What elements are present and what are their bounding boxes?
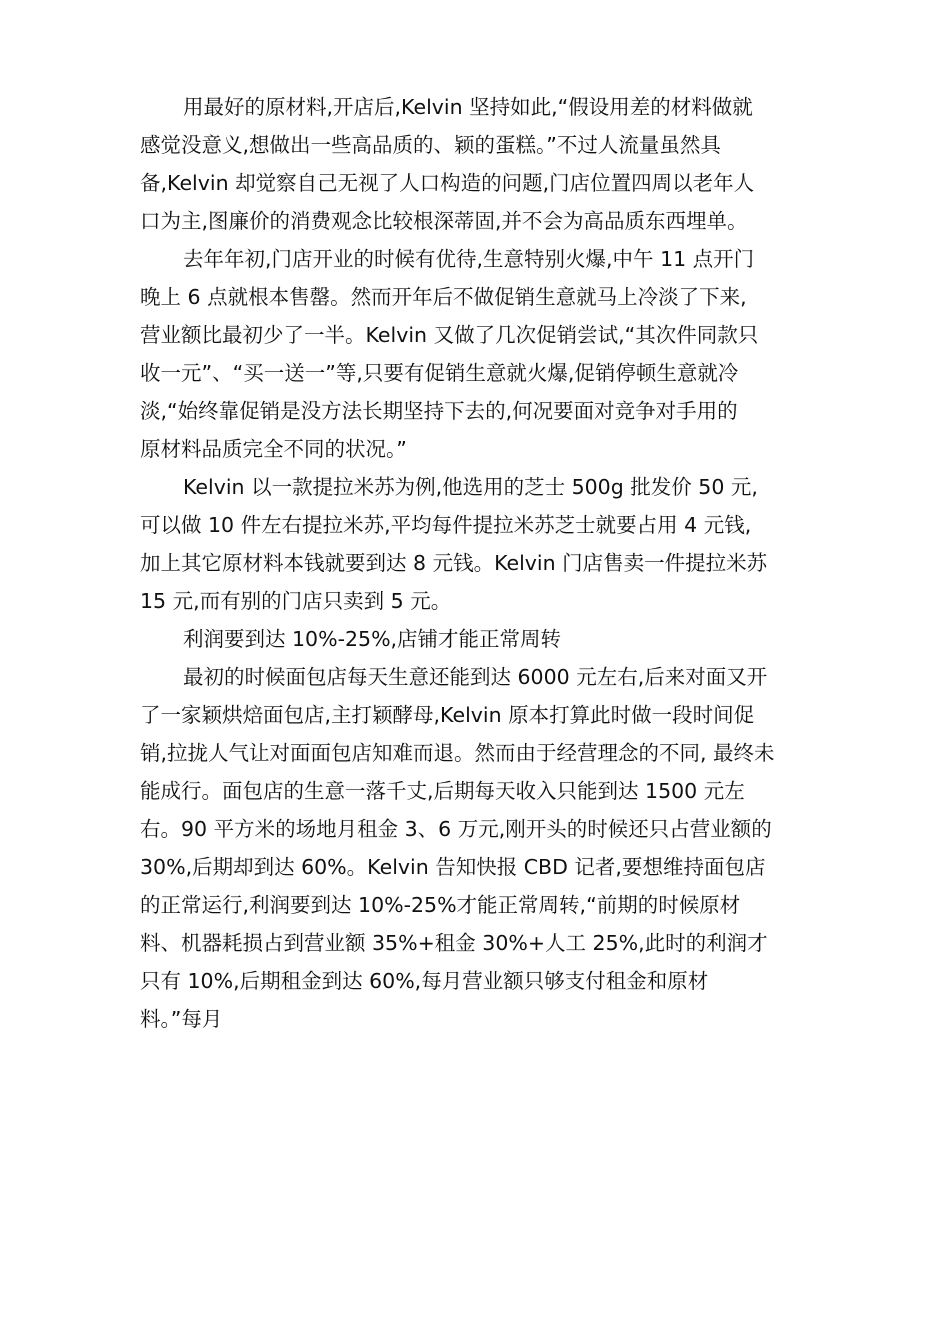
- text-line-4: 口为主,图廉价的消费观念比较根深蒂固,并不会为高品质东西埋单。: [140, 209, 748, 233]
- text-line-9: 淡,“始终靠促销是没方法长期坚持下去的,何况要面对竞争对手用的: [140, 399, 738, 423]
- text-line-20: 右。90 平方米的场地月租金 3、6 万元,刚开头的时候还只占营业额的: [140, 817, 772, 841]
- text-line-12: 可以做 10 件左右提拉米苏,平均每件提拉米苏芝士就要占用 4 元钱,: [140, 513, 752, 537]
- text-line-3: 备,Kelvin 却觉察自己无视了人口构造的问题,门店位置四周以老年人: [140, 171, 755, 195]
- text-line-2: 感觉没意义,想做出一些高品质的、颖的蛋糕。”不过人流量虽然具: [140, 133, 721, 157]
- text-line-8: 收一元”、“买一送一”等,只要有促销生意就火爆,促销停顿生意就冷: [140, 361, 739, 385]
- text-line-19: 能成行。面包店的生意一落千丈,后期每天收入只能到达 1500 元左: [140, 779, 745, 803]
- text-line-6: 晚上 6 点就根本售罄。然而开年后不做促销生意就马上冷淡了下来,: [140, 285, 747, 309]
- text-line-23: 料、机器耗损占到营业额 35%+租金 30%+人工 25%,此时的利润才: [140, 931, 768, 955]
- text-line-16: 最初的时候面包店每天生意还能到达 6000 元左右,后来对面又开: [183, 665, 768, 689]
- article-body: [140, 88, 812, 1038]
- text-line-10: 原材料品质完全不同的状况。”: [140, 437, 407, 461]
- text-line-18: 销,拉拢人气让对面面包店知难而退。然而由于经营理念的不同, 最终未: [140, 741, 775, 765]
- text-line-14: 15 元,而有别的门店只卖到 5 元。: [140, 589, 452, 613]
- text-line-22: 的正常运行,利润要到达 10%-25%才能正常周转,“前期的时候原材: [140, 893, 741, 917]
- section-heading: 利润要到达 10%-25%,店铺才能正常周转: [183, 627, 562, 651]
- text-line-21: 30%,后期却到达 60%。Kelvin 告知快报 CBD 记者,要想维持面包店: [140, 855, 766, 879]
- text-line-5: 去年年初,门店开业的时候有优待,生意特别火爆,中午 11 点开门: [183, 247, 755, 271]
- text-line-24: 只有 10%,后期租金到达 60%,每月营业额只够支付租金和原材: [140, 969, 709, 993]
- text-line-25: 料。”每月: [140, 1007, 223, 1031]
- text-line-7: 营业额比最初少了一半。Kelvin 又做了几次促销尝试,“其次件同款只: [140, 323, 759, 347]
- text-line-11: Kelvin 以一款提拉米苏为例,他选用的芝士 500g 批发价 50 元,: [183, 475, 758, 499]
- text-line-1: 用最好的原材料,开店后,Kelvin 坚持如此,“假设用差的材料做就: [183, 95, 753, 119]
- text-line-13: 加上其它原材料本钱就要到达 8 元钱。Kelvin 门店售卖一件提拉米苏: [140, 551, 768, 575]
- text-line-17: 了一家颖烘焙面包店,主打颖酵母,Kelvin 原本打算此时做一段时间促: [140, 703, 755, 727]
